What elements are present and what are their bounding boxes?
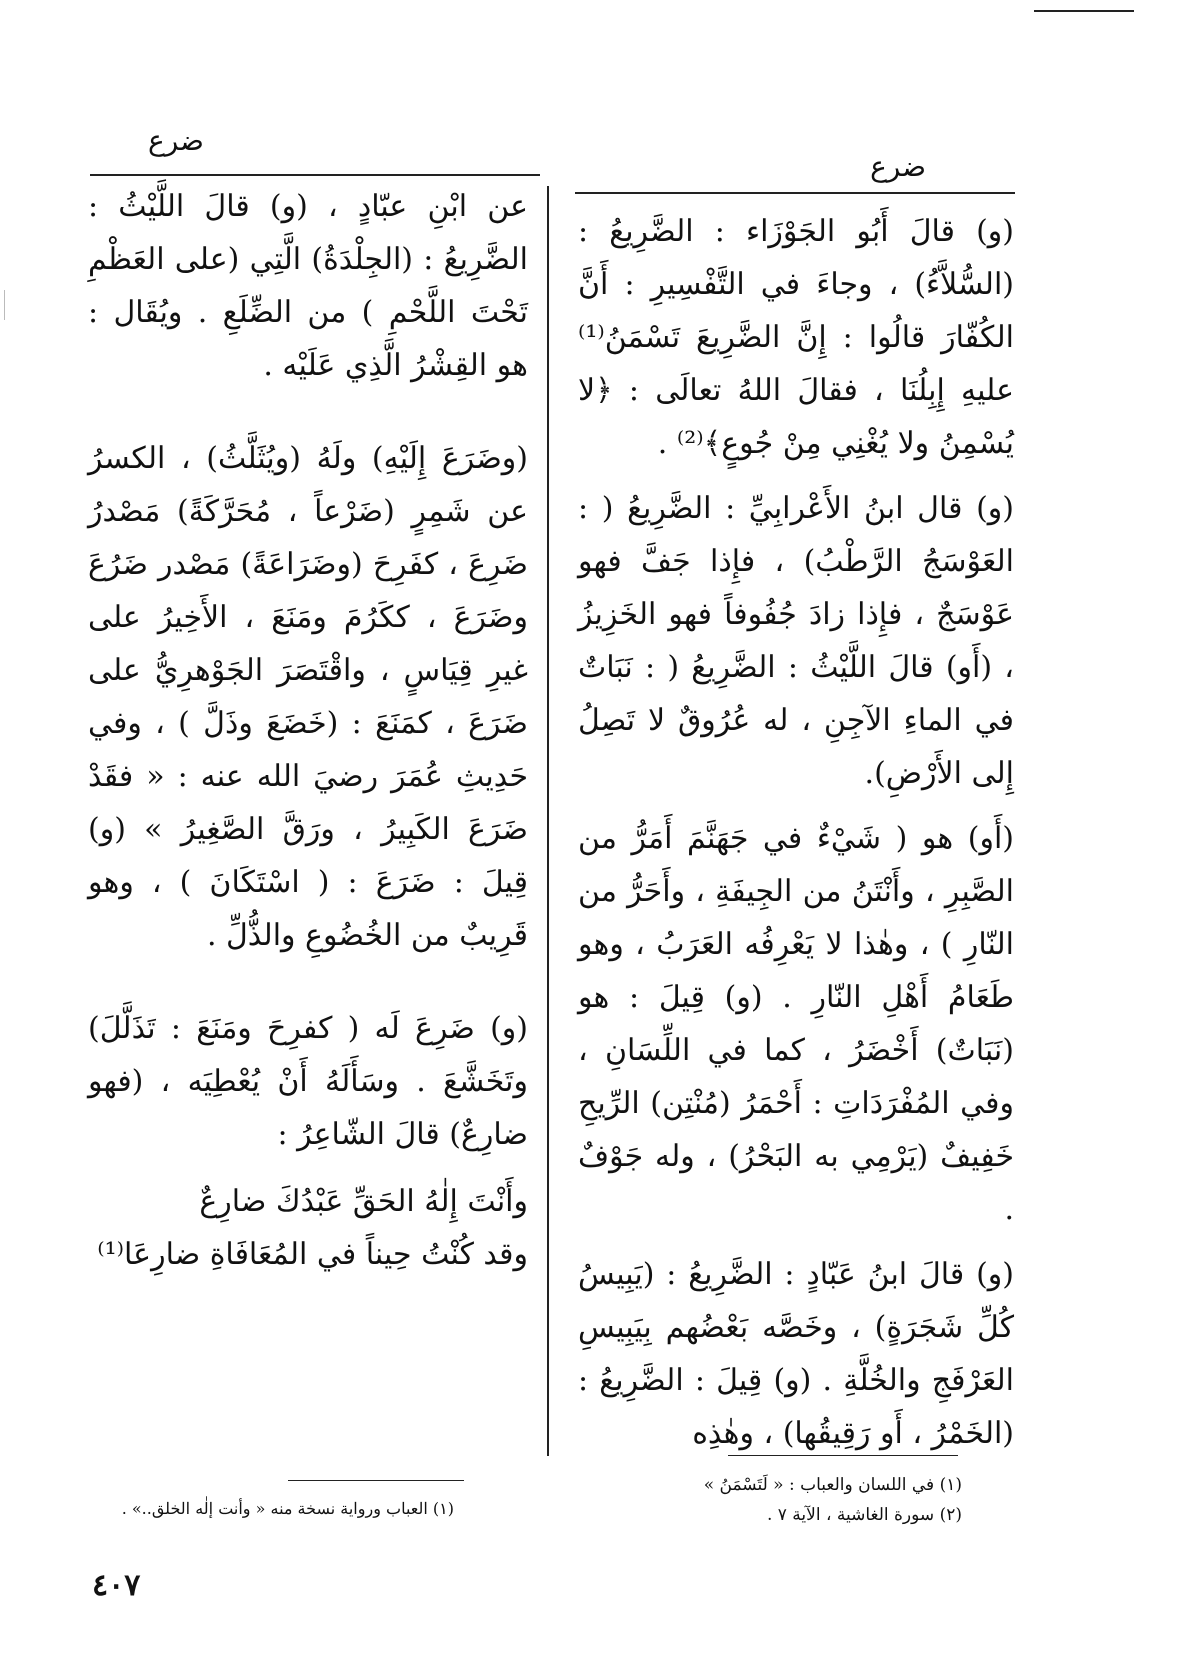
column-divider [547, 186, 549, 1456]
right-column [578, 205, 1014, 1472]
verse-line: وأَنْتَ إِلٰهُ الحَقِّ عَبْدُكَ ضارِعٌ [199, 1184, 528, 1219]
footnotes-right [562, 1470, 962, 1530]
footnote-rule-right [728, 1455, 958, 1456]
scan-edge-mark [4, 290, 5, 320]
footnote-rule-left [288, 1480, 464, 1481]
paragraph: عن ابْنِ عبّادٍ ، (و) قالَ اللَّيْثُ : الضَّرِيعُ : (الجِلْدَةُ) الَّتِي (على العَظْمِ تَحْتَ اللَّحْمِ ) من الضِّلَعِ . ويُقَال : هو القِشْرُ الَّذِي عَلَيْه . [88, 189, 528, 383]
paragraph: (و) قال ابنُ الأَعْرابِيِّ : الضَّرِيعُ ( : العَوْسَجُ الرَّطْبُ) ، فإِذا جَفَّ فهو عَوْسَجٌ ، فإِذا زادَ جُفُوفاً فهو الخَزِيزُ ، (أَو) قالَ اللَّيْثُ : الضَّرِيعُ ( : نَبَاتٌ في الماءِ الآجِنِ ، له عُرُوقٌ لا تَصِلُ إِلى الأَرْضِ). [578, 491, 1014, 791]
poetry-verse [88, 1175, 528, 1281]
left-column [88, 180, 528, 1281]
paragraph: (و) ضَرِعَ لَه ( كفرِحَ ومَنَعَ : تَذَلَّلَ) وتَخَشَّعَ . وسَأَلَهُ أَنْ يُعْطِيَه ، (فهو ضارِعٌ) قالَ الشّاعِرُ : [88, 1011, 528, 1152]
footnote: (٢) سورة الغاشية ، الآية ٧ . [766, 1505, 962, 1525]
paragraph: (و) قالَ أَبُو الجَوْزَاء : الضَّرِيعُ : (السُّلاَّءُ) ، وجاءَ في التَّفْسِيرِ : أَنَّ الكُفّارَ قالُوا : إِنَّ الضَّرِيعَ تَسْمَنُ⁽¹⁾ عليهِ إِبِلُنَا ، فقالَ اللهُ تعالَى : ﴿لا يُسْمِنُ ولا يُغْنِي مِنْ جُوعٍ﴾⁽²⁾ . [578, 214, 1014, 461]
paragraph: (وضَرَعَ إِلَيْهِ) ولَهُ (ويُثَلَّثُ) ، الكسرُ عن شَمِرٍ (ضَرْعاً ، مُحَرَّكَةً) مَصْدرُ ضَرِعَ ، كفَرِحَ (وضَرَاعَةً) مَصْدر ضَرُعَ وضَرَعَ ، ككَرُمَ ومَنَعَ ، الأَخِيرُ على غيرِ قِيَاسٍ ، واقْتَصَرَ الجَوْهرِيُّ على ضَرَعَ ، كمَنَعَ : (خَضَعَ وذَلَّ ) ، وفي حَدِيثِ عُمَرَ رضيَ الله عنه : « فقَدْ ضَرَعَ الكَبِيرُ ، ورَقَّ الصَّغِيرُ » (و) قِيلَ : ضَرَعَ : ( اسْتَكَانَ ) ، وهو قَرِيبٌ من الخُضُوعِ والذُّلِّ . [88, 441, 528, 953]
running-header-right: ضرع [870, 150, 926, 183]
header-rule-right [575, 192, 1015, 194]
footnotes-left [34, 1494, 454, 1524]
paragraph: (أَو) هو ( شَيْءٌ في جَهَنَّمَ أَمَرُّ من الصَّبِرِ ، وأَنْتَنُ من الجِيفَةِ ، وأَحَرُّ من النّارِ ) ، وهٰذا لا يَعْرِفُه العَرَبُ ، وهو طَعَامُ أَهْلِ النّارِ . (و) قِيلَ : هو (نَبَاتٌ) أَخْضَرُ ، كما في اللِّسَانِ ، وفي المُفْرَدَاتِ : أَحْمَرُ (مُنْتِن) الرِّيحِ خَفِيفٌ (يَرْمِي به البَحْرُ) ، وله جَوْفٌ . [578, 821, 1014, 1227]
header-rule-left [90, 174, 540, 176]
page-number: ٤٠٧ [92, 1568, 141, 1603]
verse-line: وقد كُنْتُ حِيناً في المُعَافَاةِ ضارِعَا⁽¹⁾ [97, 1237, 528, 1272]
footnote: (١) في اللسان والعباب : « لَتَسْمَنُ » [703, 1475, 962, 1495]
footnote: (١) العباب ورواية نسخة منه « وأنت إلٰه الخلق..» . [121, 1499, 454, 1518]
running-header-left: ضرع [148, 124, 204, 157]
top-edge-rule [1034, 10, 1134, 12]
paragraph: (و) قالَ ابنُ عَبّادٍ : الضَّرِيعُ : (يَبِيسُ كُلِّ شَجَرَةٍ) ، وخَصَّه بَعْضُهم بِيَبِيسِ العَرْفَجِ والخُلَّةِ . (و) قِيلَ : الضَّرِيعُ : (الخَمْرُ ، أَو رَقِيقُها) ، وهٰذِه [578, 1257, 1014, 1451]
